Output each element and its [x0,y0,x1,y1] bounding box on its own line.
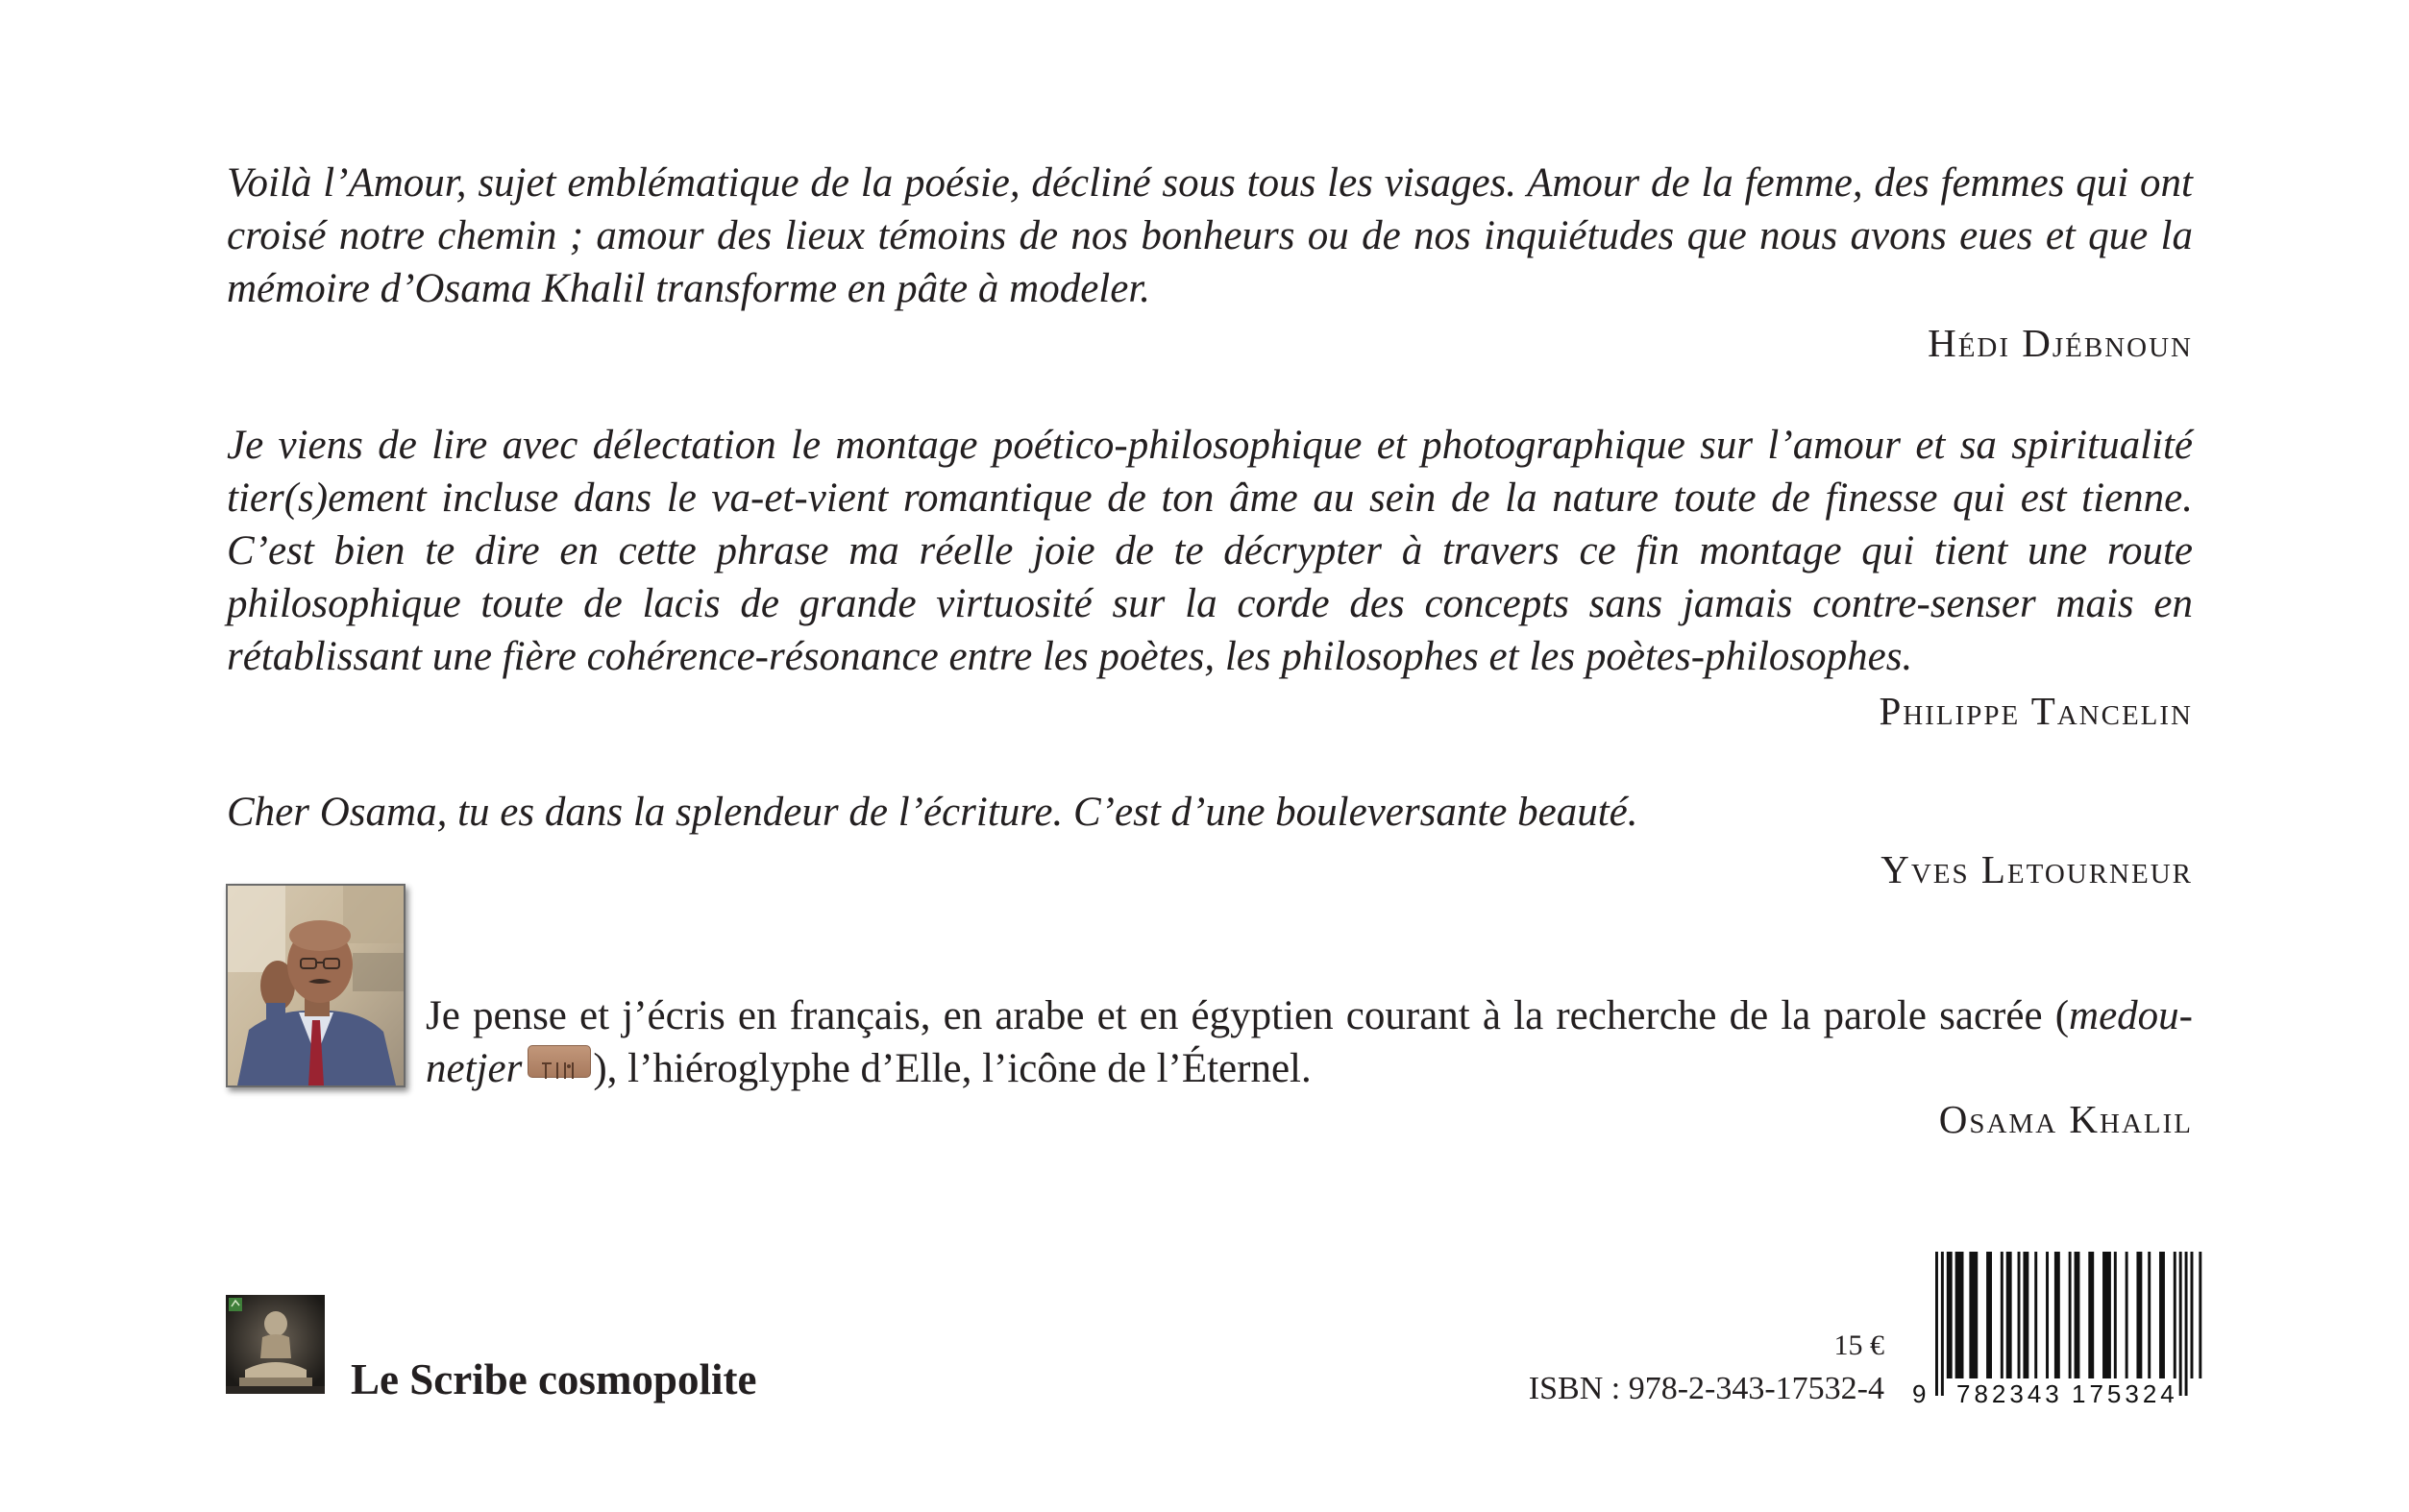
barcode-bar [2199,1252,2201,1378]
bio-italic-term: medou-netjer [426,993,2193,1091]
barcode-bar [1935,1252,1938,1396]
review-author-3: Yves Letourneur [1880,847,2193,891]
seated-scribe-statue-icon [226,1295,325,1394]
barcode-bar [2159,1252,2165,1378]
barcode-bar [2148,1252,2151,1378]
isbn: ISBN : 978-2-343-17532-4 [1528,1371,1884,1406]
barcode-bar [2179,1252,2182,1396]
barcode-bar [2102,1252,2111,1378]
author-bio [426,989,2193,1095]
barcode-bar [2114,1252,2117,1378]
review-quote-3: Cher Osama, tu es dans la splendeur de l’écriture. C’est d’une bouleversante beauté. [227,790,1638,835]
barcode-bar [2126,1252,2128,1378]
barcode-bar [2069,1252,2072,1378]
barcode-bar [2075,1252,2080,1378]
barcode-bar [2054,1252,2060,1378]
price: 15 € [1833,1329,1884,1361]
barcode-bar [2088,1252,2094,1378]
author-photo [226,884,406,1087]
barcode-bar [2006,1252,2012,1378]
barcode-bar [2191,1252,2194,1378]
bio-text-after: ), l’hiéroglyphe d’Elle, l’icône de l’Éternel. [593,1046,1312,1091]
bio-author: Osama Khalil [1938,1097,2193,1141]
review-author-2: Philippe Tancelin [1879,689,2193,733]
barcode-bar [1986,1252,1992,1378]
review-quote-2: Je viens de lire avec délectation le montage poético-philosophique et photographique sur l’amour et sa spiritualité tier(s)ement incluse dans le va-et-vient romantique de ton âme au sein de la nature toute de finesse qui est tienne. C’est bien te dire en cette phrase ma réelle joie de te décrypter à travers ce fin montage qui tient une route philosophique toute de lacis de grande virtuosité sur la corde des concepts sans jamais contre-senser mais en rétablissant une fière cohérence-résonance entre les poètes, les philosophes et les poètes-philosophes. [227,423,2193,679]
barcode-bar [2018,1252,2021,1378]
barcode-bar [1947,1252,1953,1378]
barcode-digit-first: 9 [1912,1379,1927,1407]
barcode-bar [1955,1252,1964,1378]
barcode-bar [1969,1252,1978,1378]
review-quote-1: Voilà l’Amour, sujet emblématique de la poésie, décliné sous tous les visages. Amour de la femme, des femmes qui ont croisé notre chemin ; amour des lieux témoins de nos bonheurs ou de nos inquiétudes que nous avons eues et que la mémoire d’Osama Khalil transforme en pâte à modeler. [227,160,2193,311]
barcode-bar [2174,1252,2176,1378]
barcode-digits-left: 782343 [1956,1379,2063,1407]
isbn-barcode [1912,1252,2202,1407]
barcode-bar [2023,1252,2028,1378]
barcode-bar [2136,1252,2142,1378]
barcode-bar [2034,1252,2037,1378]
author-portrait-image [228,886,404,1085]
publisher-logo [226,1295,325,1394]
bio-text-before: Je pense et j’écris en français, en arabe et en égyptien courant à la recherche de la parole sacrée ( [426,993,2070,1038]
hieroglyph-cartouche-icon [528,1045,591,1078]
publisher-name: Le Scribe cosmopolite [351,1355,757,1403]
barcode-bar [2046,1252,2049,1378]
barcode-bar [2185,1252,2188,1396]
barcode-bar [1941,1252,1944,1396]
barcode-digits-right: 175324 [2072,1379,2178,1407]
barcode-bar [2001,1252,2003,1378]
review-author-1: Hédi Djébnoun [1928,321,2193,365]
